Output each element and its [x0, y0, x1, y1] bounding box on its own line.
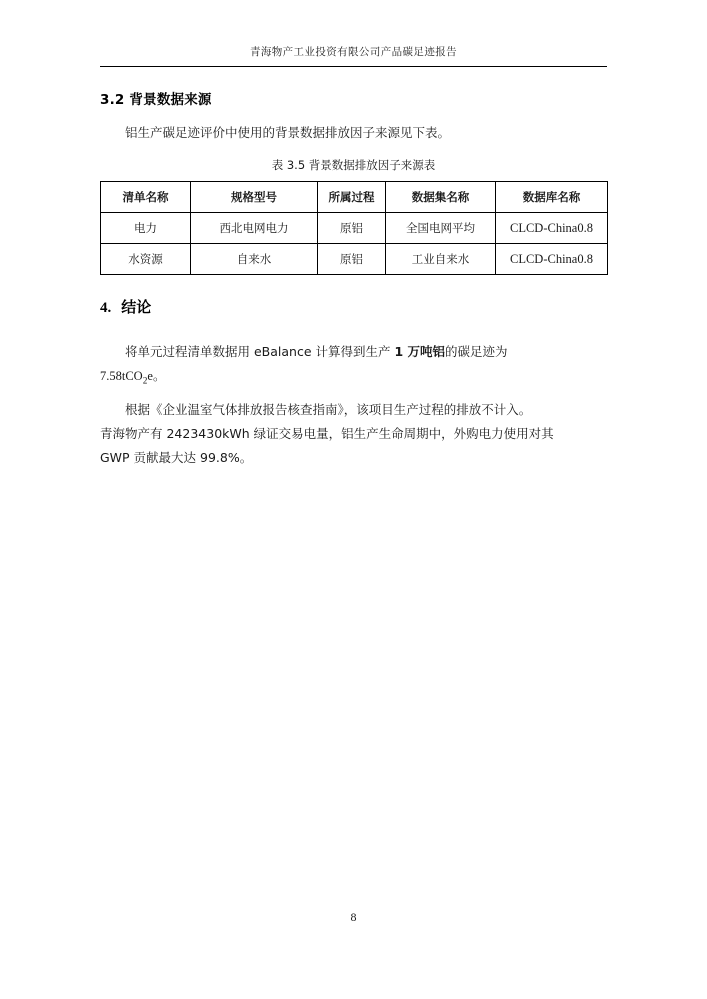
table-header-cell: 数据集名称 [386, 182, 496, 213]
page-number: 8 [350, 910, 357, 924]
carbon-footprint-suffix: e。 [147, 368, 166, 383]
section-heading-4 [100, 296, 151, 317]
table-header-row [101, 182, 608, 213]
table-cell: 西北电网电力 [191, 213, 318, 244]
table-cell: 工业自来水 [386, 244, 496, 275]
table-cell: CLCD-China0.8 [496, 244, 608, 275]
conclusion-p1-emphasis: 1 万吨铝 [394, 344, 446, 359]
table-cell: CLCD-China0.8 [496, 213, 608, 244]
conclusion-p1-part-a: 将单元过程清单数据用 eBalance 计算得到生产 [125, 344, 395, 359]
table-cell: 自来水 [191, 244, 318, 275]
conclusion-p1-part-c: 的碳足迹为 [445, 344, 508, 359]
page-header-title: 青海物产工业投资有限公司产品碳足迹报告 [249, 46, 458, 58]
page-content [100, 0, 607, 999]
carbon-footprint-number: 7.58tCO [100, 368, 143, 383]
section-4-title: 结论 [121, 298, 152, 316]
conclusion-p2-line-2: 青海物产有 2423430kWh 绿证交易电量，铝生产生命周期中，外购电力使用对其 [100, 425, 554, 441]
background-data-source-table [100, 181, 608, 275]
section-3-2-intro-paragraph: 铝生产碳足迹评价中使用的背景数据排放因子来源见下表。 [125, 125, 451, 140]
table-header-cell: 数据库名称 [496, 182, 608, 213]
table-cell: 水资源 [101, 244, 191, 275]
carbon-footprint-subscript: 2 [142, 376, 148, 387]
table-header-cell: 清单名称 [101, 182, 191, 213]
section-heading-3-2: 3.2 背景数据来源 [100, 92, 212, 108]
table-cell: 电力 [101, 213, 191, 244]
table-cell: 原铝 [318, 244, 386, 275]
table-cell: 原铝 [318, 213, 386, 244]
table-row [101, 213, 608, 244]
table-row [101, 244, 608, 275]
section-4-number: 4. [100, 300, 112, 316]
conclusion-paragraph-1 [100, 340, 607, 391]
conclusion-p2-line-1: 根据《企业温室气体排放报告核查指南》，该项目生产过程的排放不计入。 [125, 402, 532, 417]
header-divider [100, 66, 607, 67]
conclusion-paragraph-2 [100, 398, 607, 469]
table-header-cell: 规格型号 [191, 182, 318, 213]
table-caption: 表 3.5 背景数据排放因子来源表 [271, 158, 436, 172]
table-header-cell: 所属过程 [318, 182, 386, 213]
conclusion-p2-line-3: GWP 贡献最大达 99.8%。 [100, 449, 253, 465]
carbon-footprint-value [100, 368, 166, 387]
table-cell: 全国电网平均 [386, 213, 496, 244]
